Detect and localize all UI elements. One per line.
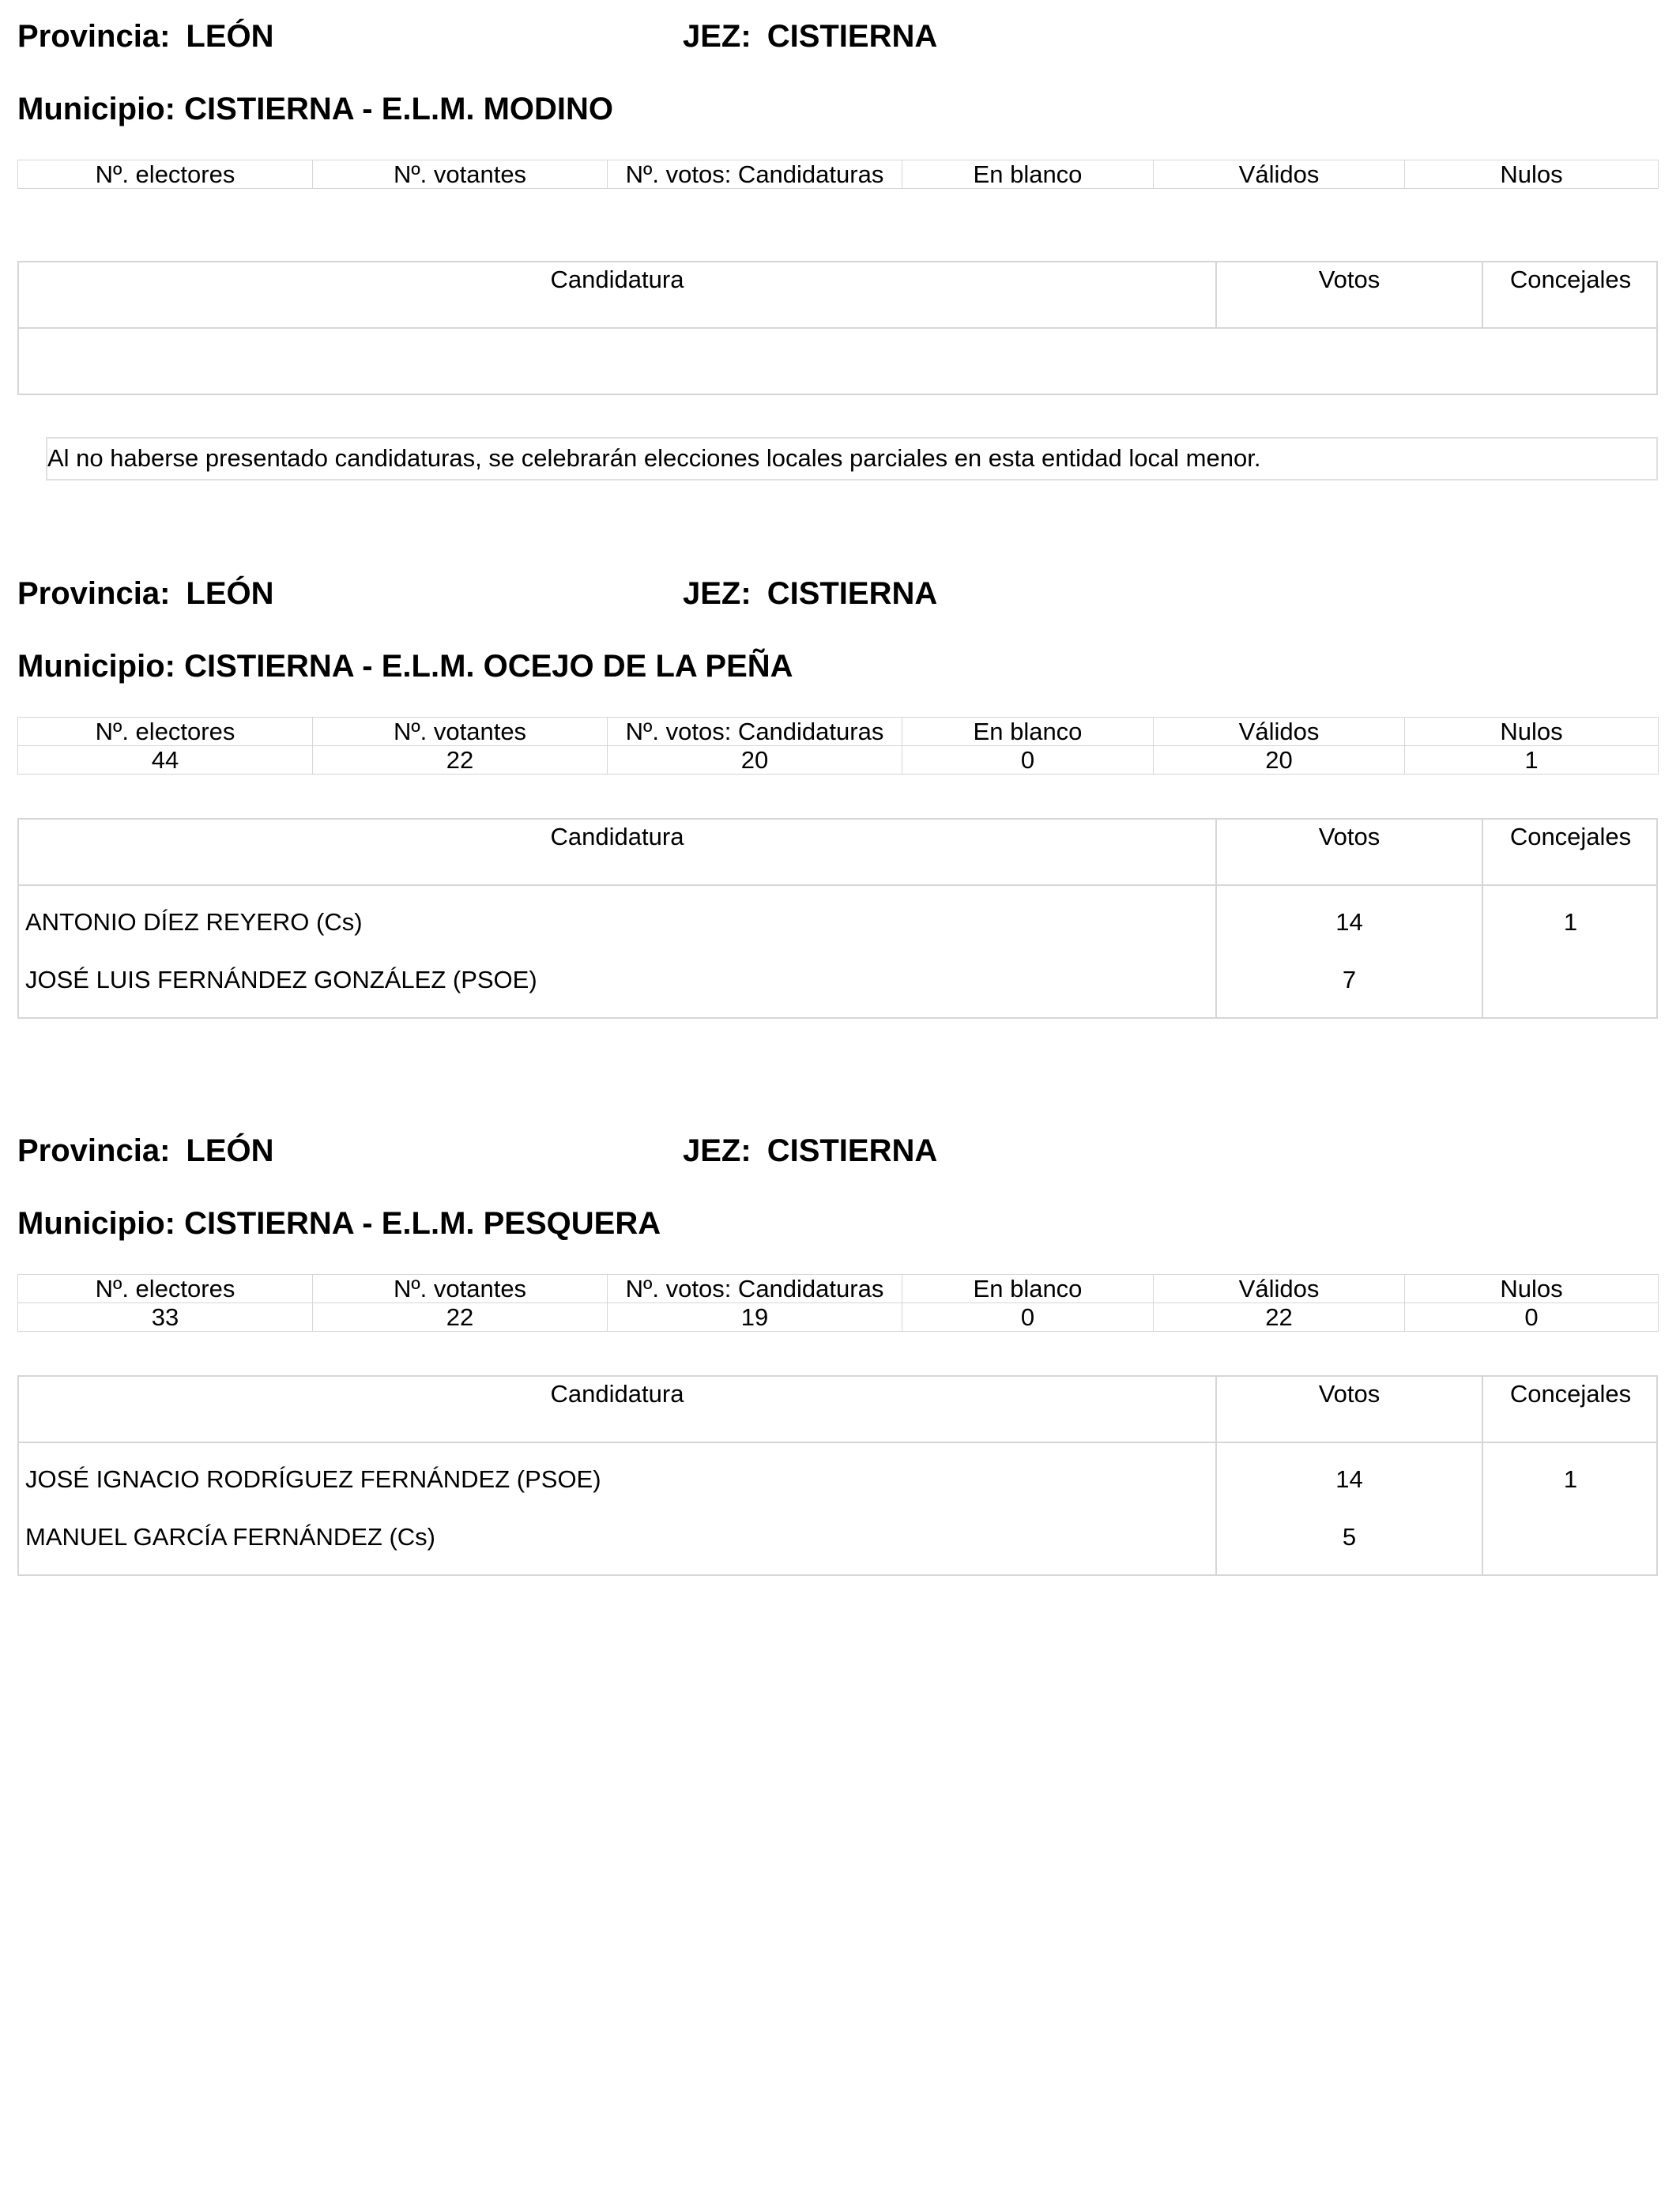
stat-value: 20 <box>608 746 902 775</box>
jez-label: JEZ: <box>683 576 751 611</box>
stat-value: 22 <box>313 1303 608 1332</box>
section-pesquera <box>17 1114 1658 1668</box>
candidatura-header-row <box>19 1377 1656 1443</box>
provincia-value: LEÓN <box>186 19 274 54</box>
candidate-name: ANTONIO DÍEZ REYERO (Cs) <box>25 908 363 936</box>
stats-header-row <box>18 1275 1659 1303</box>
stat-value: 33 <box>18 1303 313 1332</box>
candidate-concejales: 1 <box>1563 1465 1578 1493</box>
candidatura-table <box>17 818 1658 1019</box>
municipio-heading <box>17 1208 661 1239</box>
candidatura-header: Candidatura <box>550 823 684 850</box>
municipio-value: CISTIERNA - E.L.M. MODINO <box>184 92 614 126</box>
candidatura-header-row <box>19 820 1656 886</box>
stat-header: Nº. electores <box>18 1275 313 1303</box>
concejales-header: Concejales <box>1509 823 1632 850</box>
municipio-heading <box>17 650 793 682</box>
municipio-label: Municipio: <box>17 92 175 126</box>
stat-header: Nulos <box>1405 160 1659 189</box>
jez-value: CISTIERNA <box>767 1133 938 1168</box>
stat-value: 0 <box>902 1303 1154 1332</box>
stat-value: 1 <box>1405 746 1659 775</box>
stat-header: En blanco <box>902 160 1154 189</box>
stats-header-row <box>18 718 1659 746</box>
stat-value: 19 <box>608 1303 902 1332</box>
provincia-heading <box>17 578 274 609</box>
jez-heading <box>683 578 937 609</box>
stat-header: Válidos <box>1154 1275 1405 1303</box>
candidate-name: JOSÉ LUIS FERNÁNDEZ GONZÁLEZ (PSOE) <box>25 966 537 993</box>
candidate-name: MANUEL GARCÍA FERNÁNDEZ (Cs) <box>25 1523 436 1551</box>
concejales-header: Concejales <box>1509 266 1632 293</box>
no-candidates-note: Al no haberse presentado candidaturas, se celebrarán elecciones locales parciales en esta entidad local menor. <box>46 437 1658 481</box>
stat-value: 0 <box>1405 1303 1659 1332</box>
candidate-votos: 5 <box>1342 1523 1357 1551</box>
municipio-value: CISTIERNA - E.L.M. PESQUERA <box>184 1206 661 1241</box>
candidate-name: JOSÉ IGNACIO RODRÍGUEZ FERNÁNDEZ (PSOE) <box>25 1465 601 1493</box>
candidate-row <box>19 1443 1656 1511</box>
stats-table <box>17 717 1659 775</box>
stat-value: 22 <box>313 746 608 775</box>
stat-header: Nº. electores <box>18 160 313 189</box>
stats-header-row <box>18 160 1659 189</box>
candidate-concejales: 1 <box>1563 908 1578 936</box>
stat-value: 22 <box>1154 1303 1405 1332</box>
stat-header: Válidos <box>1154 718 1405 746</box>
candidate-votos: 14 <box>1335 1465 1363 1493</box>
stat-value: 20 <box>1154 746 1405 775</box>
votos-header: Votos <box>1318 1380 1381 1408</box>
jez-value: CISTIERNA <box>767 19 938 54</box>
candidatura-header-row <box>19 262 1656 329</box>
candidate-votos: 7 <box>1342 966 1357 993</box>
stat-header: Nulos <box>1405 1275 1659 1303</box>
candidatura-table <box>17 261 1658 395</box>
stat-header: Nº. votantes <box>313 160 608 189</box>
jez-heading <box>683 1135 937 1167</box>
provincia-heading <box>17 1135 274 1167</box>
jez-label: JEZ: <box>683 19 751 54</box>
stat-header: Nº. votos: Candidaturas <box>608 718 902 746</box>
stat-header: Válidos <box>1154 160 1405 189</box>
candidate-row <box>19 886 1656 954</box>
provincia-value: LEÓN <box>186 1133 274 1168</box>
municipio-value: CISTIERNA - E.L.M. OCEJO DE LA PEÑA <box>184 649 793 684</box>
jez-label: JEZ: <box>683 1133 751 1168</box>
candidatura-header: Candidatura <box>550 1380 684 1408</box>
provincia-value: LEÓN <box>186 576 274 611</box>
votos-header: Votos <box>1318 266 1381 293</box>
jez-heading <box>683 21 937 52</box>
candidatura-table <box>17 1375 1658 1576</box>
provincia-label: Provincia: <box>17 576 171 611</box>
stat-header: Nº. votos: Candidaturas <box>608 160 902 189</box>
stats-table <box>17 1274 1659 1332</box>
stats-table <box>17 160 1659 189</box>
candidate-votos: 14 <box>1335 908 1363 936</box>
municipio-heading <box>17 93 613 125</box>
provincia-label: Provincia: <box>17 1133 171 1168</box>
stat-header: En blanco <box>902 1275 1154 1303</box>
concejales-header: Concejales <box>1509 1380 1632 1408</box>
jez-value: CISTIERNA <box>767 576 938 611</box>
stat-header: En blanco <box>902 718 1154 746</box>
stat-header: Nº. votantes <box>313 1275 608 1303</box>
stat-value: 44 <box>18 746 313 775</box>
municipio-label: Municipio: <box>17 649 175 684</box>
section-modino <box>17 0 1658 553</box>
stat-header: Nº. votos: Candidaturas <box>608 1275 902 1303</box>
provincia-heading <box>17 21 274 52</box>
section-ocejo <box>17 557 1658 1110</box>
stat-header: Nº. votantes <box>313 718 608 746</box>
candidate-row <box>19 954 1656 1019</box>
candidatura-header: Candidatura <box>550 266 684 293</box>
stats-value-row <box>18 1303 1659 1332</box>
stats-value-row <box>18 746 1659 775</box>
candidate-row <box>19 1511 1656 1576</box>
municipio-label: Municipio: <box>17 1206 175 1241</box>
stat-header: Nulos <box>1405 718 1659 746</box>
votos-header: Votos <box>1318 823 1381 850</box>
provincia-label: Provincia: <box>17 19 171 54</box>
stat-header: Nº. electores <box>18 718 313 746</box>
stat-value: 0 <box>902 746 1154 775</box>
